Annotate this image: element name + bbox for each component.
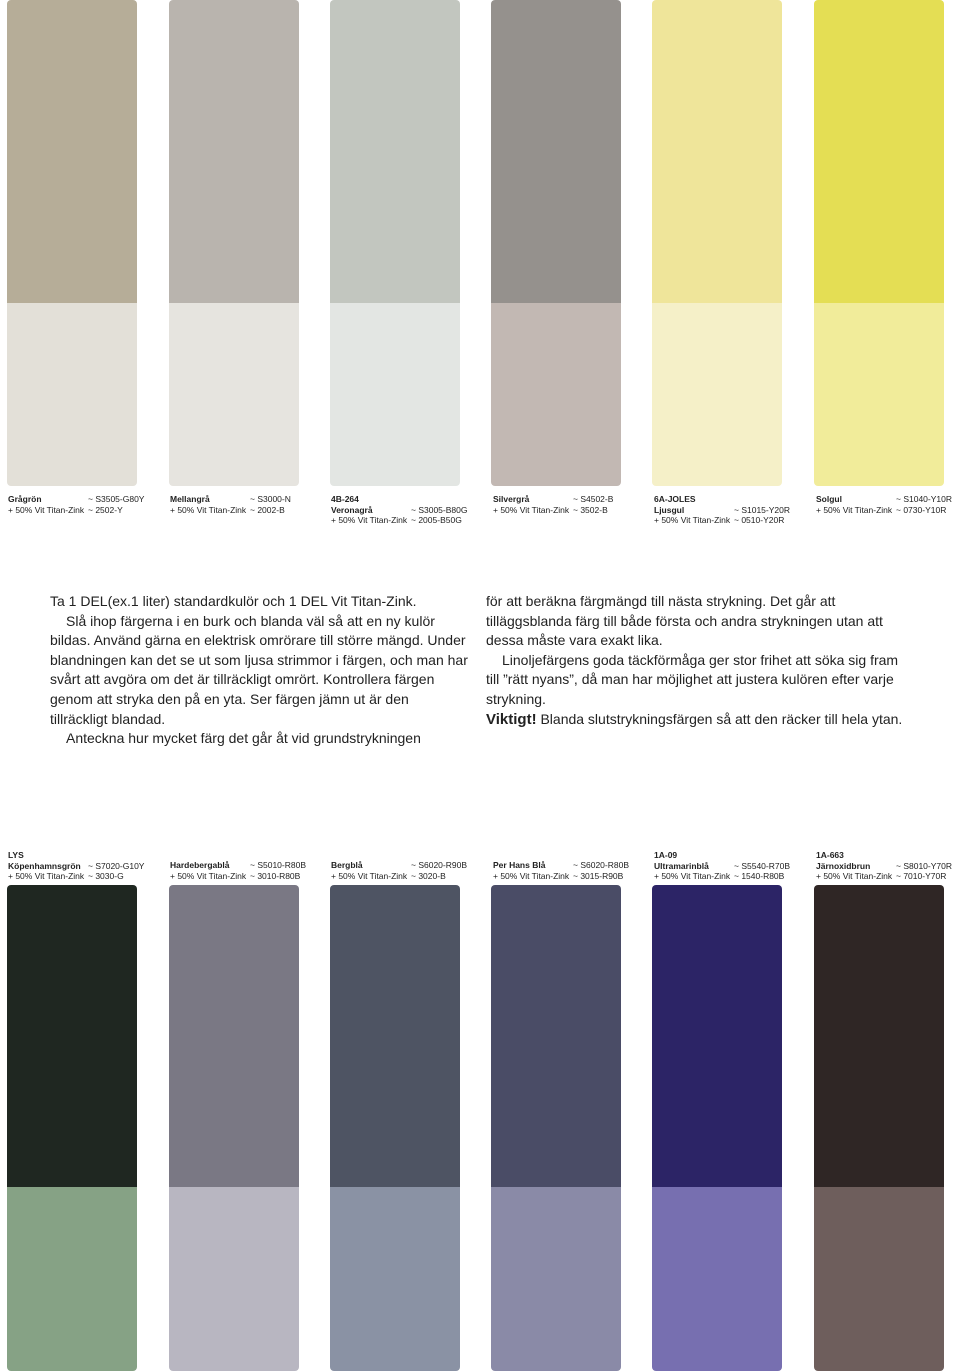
mix-label: + 50% Vit Titan-Zink <box>170 504 247 515</box>
instruction-paragraph: för att beräkna färgmängd till nästa strykning. Det går att tilläggsblanda färg till både första och andra strykningen utan att dessa måste vara exakt lika. <box>486 593 883 649</box>
swatch-color-full <box>169 885 299 1187</box>
swatch-color-mixed <box>652 1187 782 1371</box>
bottom-swatch-3 <box>330 885 460 1371</box>
mix-label: + 50% Vit Titan-Zink <box>493 870 570 881</box>
mix-label: + 50% Vit Titan-Zink <box>654 515 731 525</box>
color-name: Järnoxidbrun <box>816 860 871 871</box>
swatch-color-full <box>169 0 299 303</box>
top-swatch-4 <box>491 0 621 486</box>
swatch-color-mixed <box>652 303 782 486</box>
top-swatch-5 <box>652 0 782 486</box>
bottom-swatch-6 <box>814 885 944 1371</box>
top-swatch-2 <box>169 0 299 486</box>
ncs-ref-1: ~ S4502-B <box>573 494 614 504</box>
swatch-color-full <box>330 0 460 303</box>
color-name: Veronagrå <box>331 504 373 515</box>
ncs-ref-2: ~ 3030-G <box>88 871 124 881</box>
ncs-ref-2: ~ 3015-R90B <box>573 870 624 881</box>
ncs-ref-1: ~ S3505-G80Y <box>88 494 145 504</box>
ncs-ref-2: ~ 7010-Y70R <box>896 871 947 881</box>
swatch-color-mixed <box>330 303 460 486</box>
color-name: Bergblå <box>331 860 363 870</box>
swatch-caption <box>170 860 320 881</box>
swatch-caption <box>170 494 320 515</box>
swatch-color-full <box>491 0 621 303</box>
important-text: Blanda slutstrykningsfärgen så att den räcker till hela ytan. <box>540 710 903 727</box>
ncs-ref-2: ~ 0730-Y10R <box>896 504 947 515</box>
ncs-ref-1: ~ S3005-B80G <box>411 504 468 515</box>
ncs-ref-1: ~ S6020-R90B <box>411 860 467 870</box>
ncs-ref-2: ~ 1540-R80B <box>734 871 785 881</box>
color-name: Solgul <box>816 494 842 504</box>
top-swatch-6 <box>814 0 944 486</box>
instruction-paragraph <box>486 710 911 730</box>
mix-label: + 50% Vit Titan-Zink <box>8 871 85 881</box>
color-name: Mellangrå <box>170 494 210 504</box>
mix-label: + 50% Vit Titan-Zink <box>816 504 893 515</box>
ncs-ref-1: ~ S6020-R80B <box>573 860 629 870</box>
ncs-ref-2: ~ 3502-B <box>573 504 608 515</box>
ncs-ref-2: ~ 3020-B <box>411 870 446 881</box>
instructions-left-column <box>50 592 470 749</box>
swatch-color-full <box>814 885 944 1187</box>
instruction-paragraph: Anteckna hur mycket färg det går åt vid grundstrykningen <box>66 730 421 747</box>
color-code: LYS <box>8 850 24 860</box>
swatch-color-mixed <box>491 303 621 486</box>
color-code: 1A-09 <box>654 850 678 860</box>
bottom-swatch-5 <box>652 885 782 1371</box>
bottom-swatch-1 <box>7 885 137 1371</box>
color-name: Silvergrå <box>493 494 530 504</box>
instructions-right-column <box>486 592 911 729</box>
swatch-color-mixed <box>491 1187 621 1371</box>
swatch-color-full <box>652 885 782 1187</box>
ncs-ref-2: ~ 2005-B50G <box>411 515 462 525</box>
mix-label: + 50% Vit Titan-Zink <box>331 870 408 881</box>
swatch-caption <box>331 494 481 526</box>
mix-label: + 50% Vit Titan-Zink <box>170 870 247 881</box>
ncs-ref-1: ~ S5540-R70B <box>734 860 790 871</box>
swatch-color-full <box>652 0 782 303</box>
top-swatch-3 <box>330 0 460 486</box>
bottom-swatch-4 <box>491 885 621 1371</box>
swatch-caption <box>654 850 804 882</box>
swatch-color-full <box>7 885 137 1187</box>
swatch-caption <box>816 850 960 882</box>
instruction-paragraph: Ta 1 DEL(ex.1 liter) standardkulör och 1 DEL Vit Titan-Zink. <box>50 593 417 609</box>
swatch-color-mixed <box>814 1187 944 1371</box>
swatch-color-mixed <box>814 303 944 486</box>
swatch-caption <box>654 494 804 526</box>
color-name: Ljusgul <box>654 504 685 515</box>
ncs-ref-1: ~ S3000-N <box>250 494 291 504</box>
swatch-color-full <box>491 885 621 1187</box>
swatch-caption <box>8 494 158 515</box>
swatch-caption <box>8 850 158 882</box>
bottom-swatch-2 <box>169 885 299 1371</box>
swatch-color-full <box>814 0 944 303</box>
ncs-ref-1: ~ S5010-R80B <box>250 860 306 870</box>
instruction-paragraph: Slå ihop färgerna i en burk och blanda väl så att en ny kulör bildas. Använd gärna en elektrisk omrörare till större mängd. Under blandningen kan det se ut som ljusa strimmor i färgen, och man har svårt att avgöra om det är tillräckligt omrört. Kontrollera färgen genom att stryka den på en yta. Ser färgen jämn ut är den tillräckligt blandad. <box>50 612 468 727</box>
ncs-ref-1: ~ S7020-G10Y <box>88 860 145 871</box>
ncs-ref-1: ~ S1040-Y10R <box>896 494 952 504</box>
swatch-caption <box>493 860 643 881</box>
swatch-caption <box>816 494 960 515</box>
ncs-ref-2: ~ 2502-Y <box>88 504 123 515</box>
swatch-color-mixed <box>7 303 137 486</box>
swatch-color-mixed <box>330 1187 460 1371</box>
swatch-caption <box>331 860 481 881</box>
color-name: Ultramarinblå <box>654 860 709 871</box>
color-name: Grågrön <box>8 494 42 504</box>
mix-label: + 50% Vit Titan-Zink <box>654 871 731 881</box>
color-name: Hardebergablå <box>170 860 230 870</box>
ncs-ref-2: ~ 2002-B <box>250 504 285 515</box>
color-name: Köpenhamnsgrön <box>8 860 81 871</box>
swatch-color-mixed <box>169 1187 299 1371</box>
mix-label: + 50% Vit Titan-Zink <box>8 504 85 515</box>
top-swatch-1 <box>7 0 137 486</box>
color-name: Per Hans Blå <box>493 860 546 870</box>
ncs-ref-1: ~ S1015-Y20R <box>734 504 790 515</box>
mix-label: + 50% Vit Titan-Zink <box>331 515 408 525</box>
swatch-color-mixed <box>7 1187 137 1371</box>
swatch-color-full <box>330 885 460 1187</box>
instruction-paragraph: Linoljefärgens goda täckförmåga ger stor frihet att söka sig fram till ”rätt nyans”, då man har möjlighet att justera kulören efter varje strykning. <box>486 651 899 707</box>
swatch-color-mixed <box>169 303 299 486</box>
color-code: 6A-JOLES <box>654 494 696 504</box>
mix-label: + 50% Vit Titan-Zink <box>816 871 893 881</box>
mix-label: + 50% Vit Titan-Zink <box>493 504 570 515</box>
color-code: 4B-264 <box>331 494 359 504</box>
swatch-caption <box>493 494 643 515</box>
swatch-color-full <box>7 0 137 303</box>
ncs-ref-2: ~ 3010-R80B <box>250 870 301 881</box>
ncs-ref-1: ~ S8010-Y70R <box>896 860 952 871</box>
important-label: Viktigt! <box>486 710 537 728</box>
ncs-ref-2: ~ 0510-Y20R <box>734 515 785 525</box>
color-code: 1A-663 <box>816 850 844 860</box>
